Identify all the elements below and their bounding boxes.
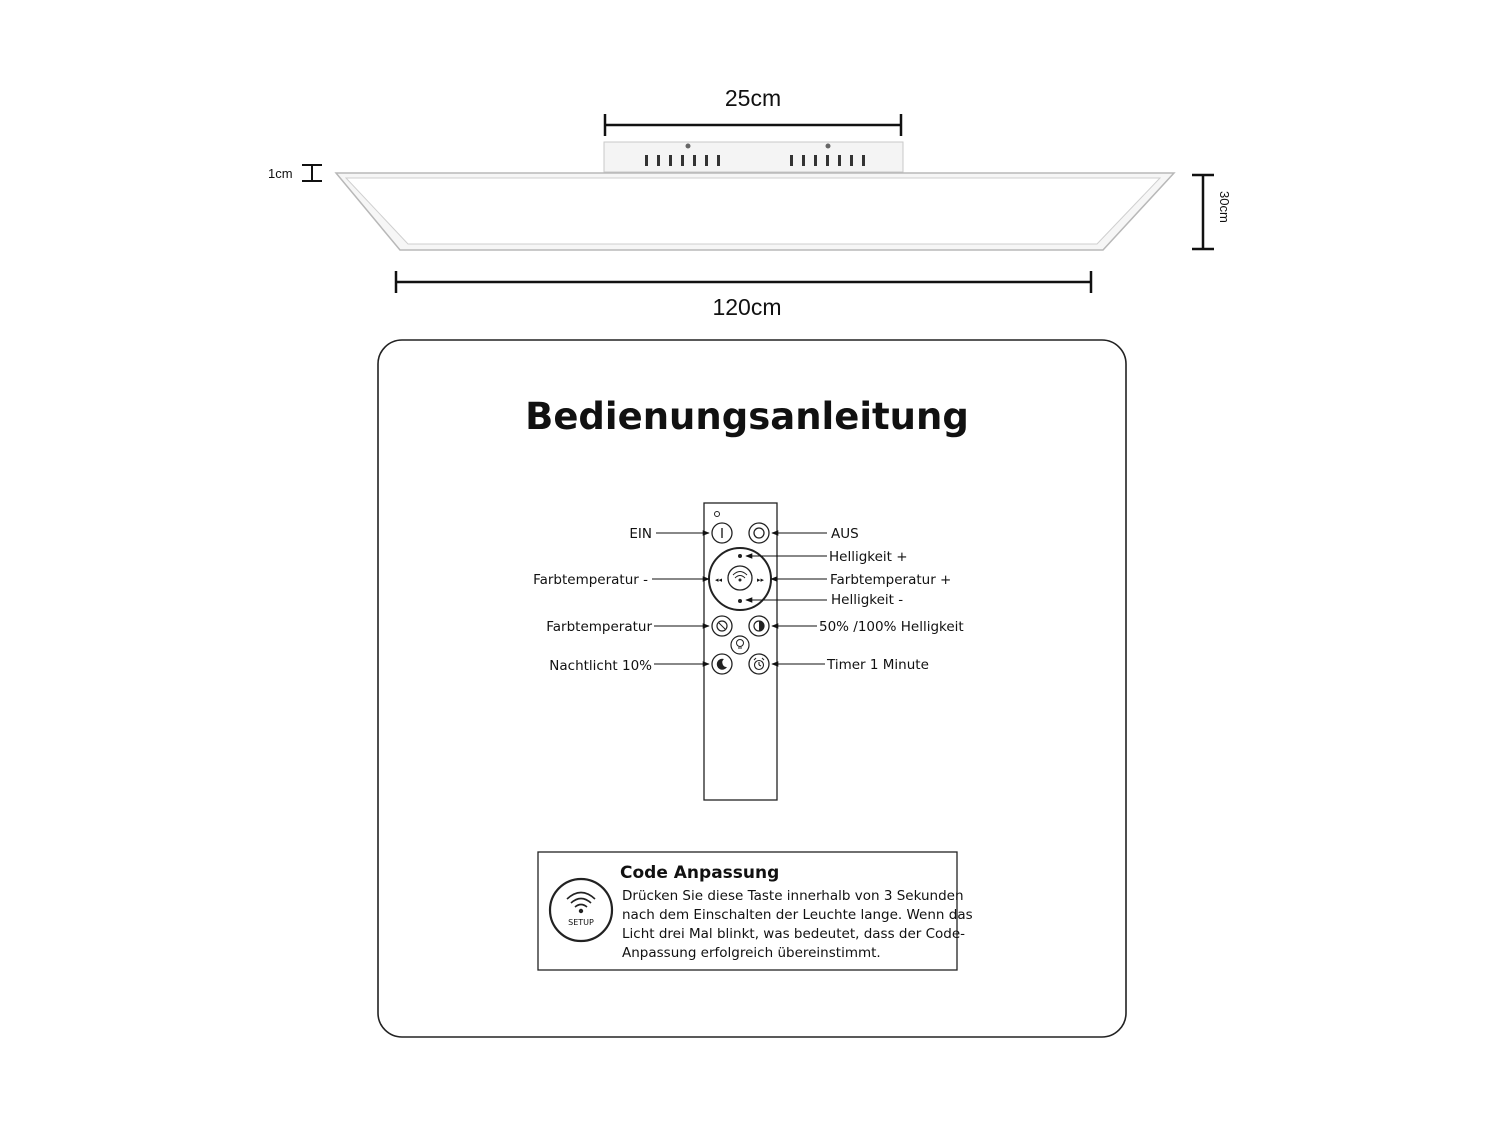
- dimension-drawing: [268, 85, 1232, 320]
- remote-bulb-button[interactable]: [731, 636, 749, 654]
- label-color-temp-plus: Farbtemperatur +: [830, 572, 952, 588]
- label-brightness-up: Helligkeit +: [829, 549, 908, 565]
- remote-off-button[interactable]: [749, 523, 769, 543]
- manual-title: Bedienungsanleitung: [525, 395, 969, 438]
- setup-label: SETUP: [568, 918, 594, 927]
- remote-setup-button[interactable]: [728, 566, 752, 590]
- svg-text:◂◂: ◂◂: [715, 576, 723, 584]
- led-panel: [336, 173, 1174, 250]
- code-box-line: Anpassung erfolgreich übereinstimmt.: [622, 945, 881, 961]
- top-width-label: 25cm: [724, 85, 782, 111]
- remote-on-button[interactable]: [712, 523, 732, 543]
- remote-color-temp-button[interactable]: [712, 616, 732, 636]
- remote-control: [704, 503, 777, 800]
- manual-card: [378, 340, 1126, 1037]
- code-box-title: Code Anpassung: [620, 863, 780, 883]
- driver-box: [604, 142, 903, 172]
- length-dimension-line: [396, 271, 1091, 293]
- label-off: AUS: [831, 526, 859, 542]
- top-width-dimension-line: [605, 114, 901, 136]
- length-label: 120cm: [712, 294, 782, 320]
- depth-label: 30cm: [1217, 191, 1232, 223]
- code-box-line: Drücken Sie diese Taste innerhalb von 3 Sekunden: [622, 888, 964, 904]
- label-on: EIN: [629, 526, 652, 542]
- thickness-dimension-line: [302, 165, 322, 181]
- setup-button-illustration: [550, 879, 612, 941]
- thickness-label: 1cm: [268, 166, 293, 181]
- svg-text:▸▸: ▸▸: [757, 576, 765, 584]
- remote-timer-button[interactable]: [749, 654, 769, 674]
- remote-brightness-toggle-button[interactable]: [749, 616, 769, 636]
- label-color-temp-minus: Farbtemperatur -: [533, 572, 648, 588]
- label-brightness-down: Helligkeit -: [831, 592, 904, 608]
- label-color-temp: Farbtemperatur: [546, 619, 652, 635]
- label-timer: Timer 1 Minute: [827, 657, 929, 673]
- label-night-light: Nachtlicht 10%: [549, 658, 652, 674]
- remote-dpad[interactable]: [709, 548, 771, 610]
- depth-dimension-line: [1192, 175, 1214, 249]
- label-brightness-toggle: 50% /100% Helligkeit: [819, 619, 964, 635]
- remote-night-light-button[interactable]: [712, 654, 732, 674]
- code-pairing-box: [538, 852, 973, 970]
- code-box-line: Licht drei Mal blinkt, was bedeutet, dass der Code-: [622, 926, 966, 942]
- code-box-line: nach dem Einschalten der Leuchte lange. Wenn das: [622, 907, 973, 923]
